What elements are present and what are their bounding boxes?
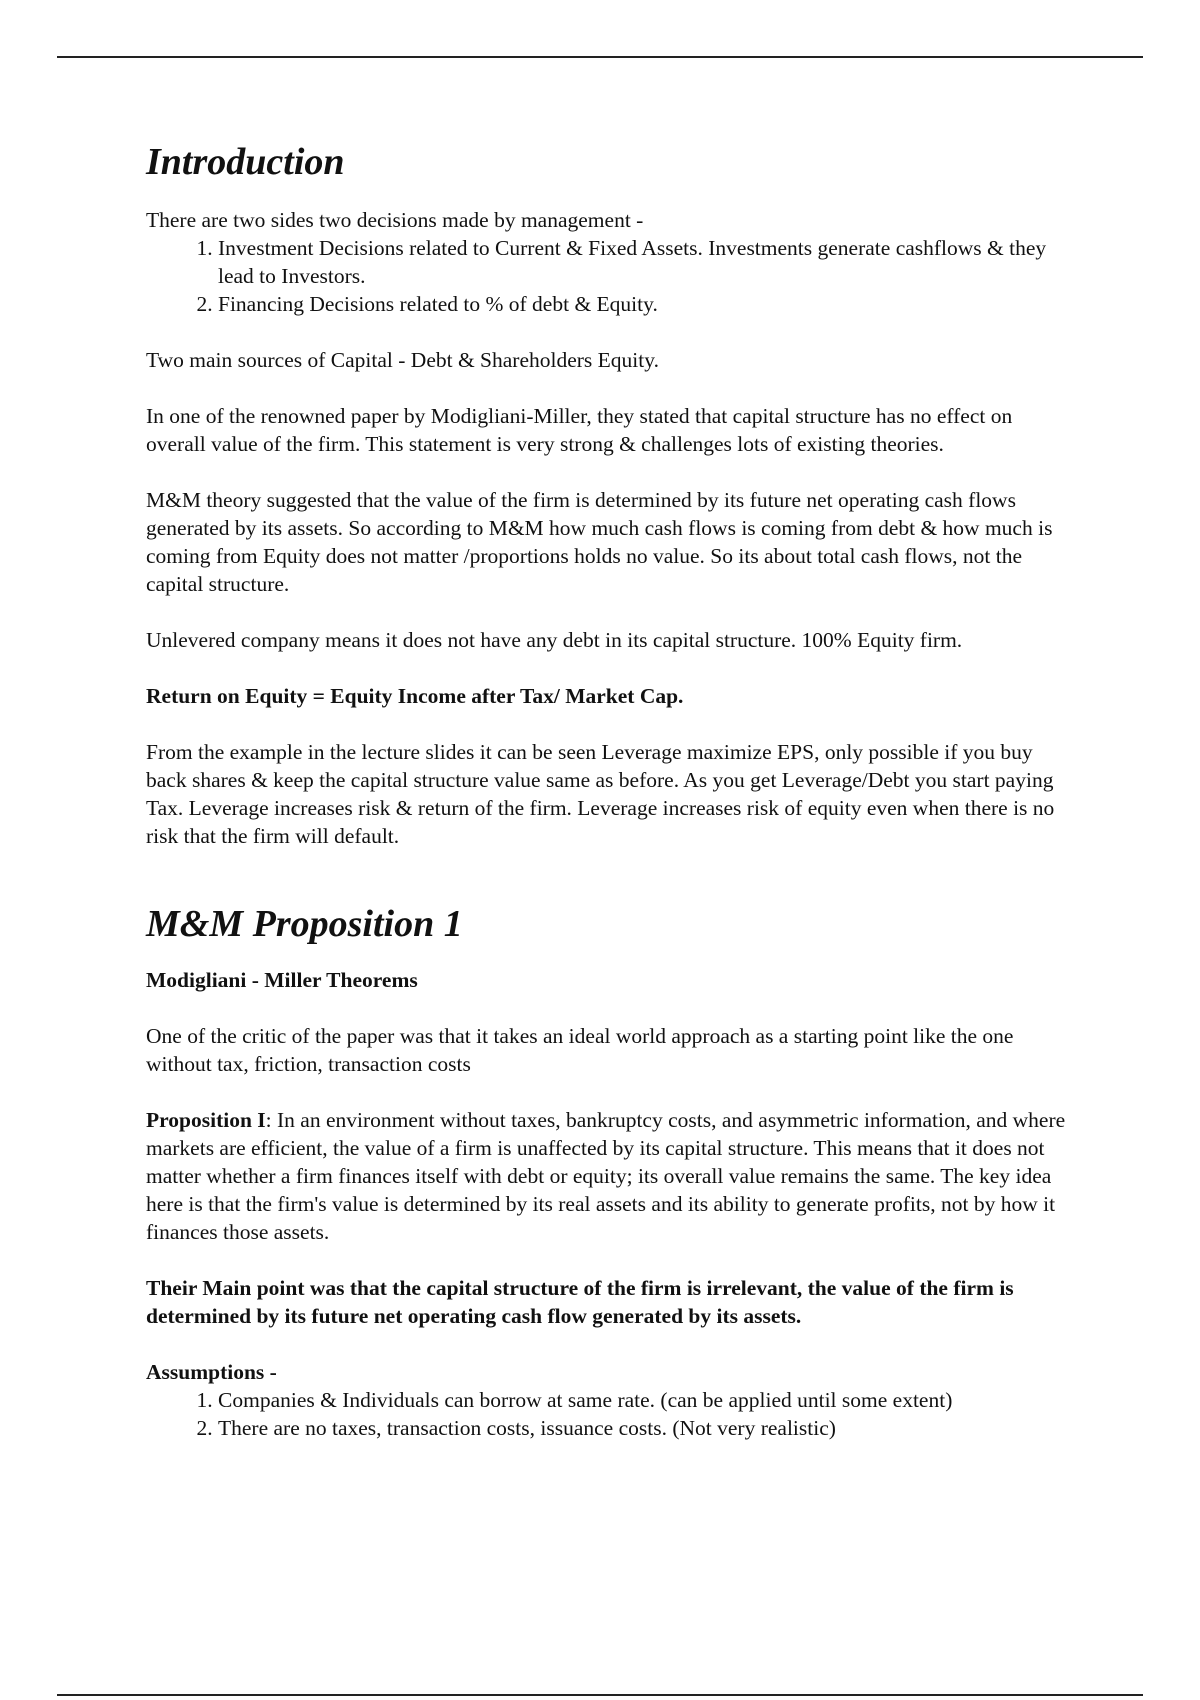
proposition-text: : In an environment without taxes, bankruptcy costs, and asymmetric information, and where markets are efficient, the value of a firm is unaffected by its capital structure. This means that it does not matter whether a firm finances itself with debt or equity; its overall value remains the same. The key idea here is that the firm's value is determined by its real assets and its ability to generate profits, not by how it finances those assets. — [146, 1108, 1066, 1244]
document-body — [146, 140, 1066, 1470]
theorems-subtitle: Modigliani - Miller Theorems — [146, 968, 418, 992]
section-title-introduction: Introduction — [146, 141, 345, 183]
list-item: 2. Financing Decisions related to % of debt & Equity. — [218, 290, 1066, 318]
list-item: 1. Companies & Individuals can borrow at same rate. (can be applied until some extent) — [218, 1386, 1066, 1414]
assumptions-heading: Assumptions - — [146, 1360, 277, 1384]
roe-formula: Return on Equity = Equity Income after Tax/ Market Cap. — [146, 684, 684, 708]
decisions-list — [146, 234, 1066, 318]
unlevered-paragraph: Unlevered company means it does not have any debt in its capital structure. 100% Equity firm. — [146, 628, 963, 652]
leverage-paragraph: From the example in the lecture slides it can be seen Leverage maximize EPS, only possible if you buy back shares & keep the capital structure value same as before. As you get Leverage/Debt you start paying Tax. Leverage increases risk & return of the firm. Leverage increases risk of equity even when there is no risk that the firm will default. — [146, 740, 1055, 848]
footer-rule — [57, 1694, 1143, 1696]
header-rule — [57, 56, 1143, 58]
main-point-paragraph: Their Main point was that the capital structure of the firm is irrelevant, the value of the firm is determined by its future net operating cash flow generated by its assets. — [146, 1276, 1014, 1328]
list-item: 2. There are no taxes, transaction costs, issuance costs. (Not very realistic) — [218, 1414, 1066, 1442]
list-item: 1. Investment Decisions related to Current & Fixed Assets. Investments generate cashflows & they lead to Investors. — [218, 234, 1066, 290]
proposition-paragraph — [146, 1106, 1066, 1246]
capital-sources-paragraph: Two main sources of Capital - Debt & Shareholders Equity. — [146, 348, 659, 372]
decisions-lead: There are two sides two decisions made by management - — [146, 208, 644, 232]
proposition-label: Proposition I — [146, 1108, 266, 1132]
assumptions-list — [146, 1386, 1066, 1442]
modigliani-miller-paragraph: In one of the renowned paper by Modigliani-Miller, they stated that capital structure has no effect on overall value of the firm. This statement is very strong & challenges lots of existing theories. — [146, 404, 1013, 456]
section-title-proposition-1: M&M Proposition 1 — [146, 903, 463, 945]
mm-theory-paragraph: M&M theory suggested that the value of the firm is determined by its future net operating cash flows generated by its assets. So according to M&M how much cash flows is coming from debt & how much is coming from Equity does not matter /proportions holds no value. So its about total cash flows, not the capital structure. — [146, 488, 1053, 596]
critic-paragraph: One of the critic of the paper was that it takes an ideal world approach as a starting point like the one without tax, friction, transaction costs — [146, 1024, 1014, 1076]
